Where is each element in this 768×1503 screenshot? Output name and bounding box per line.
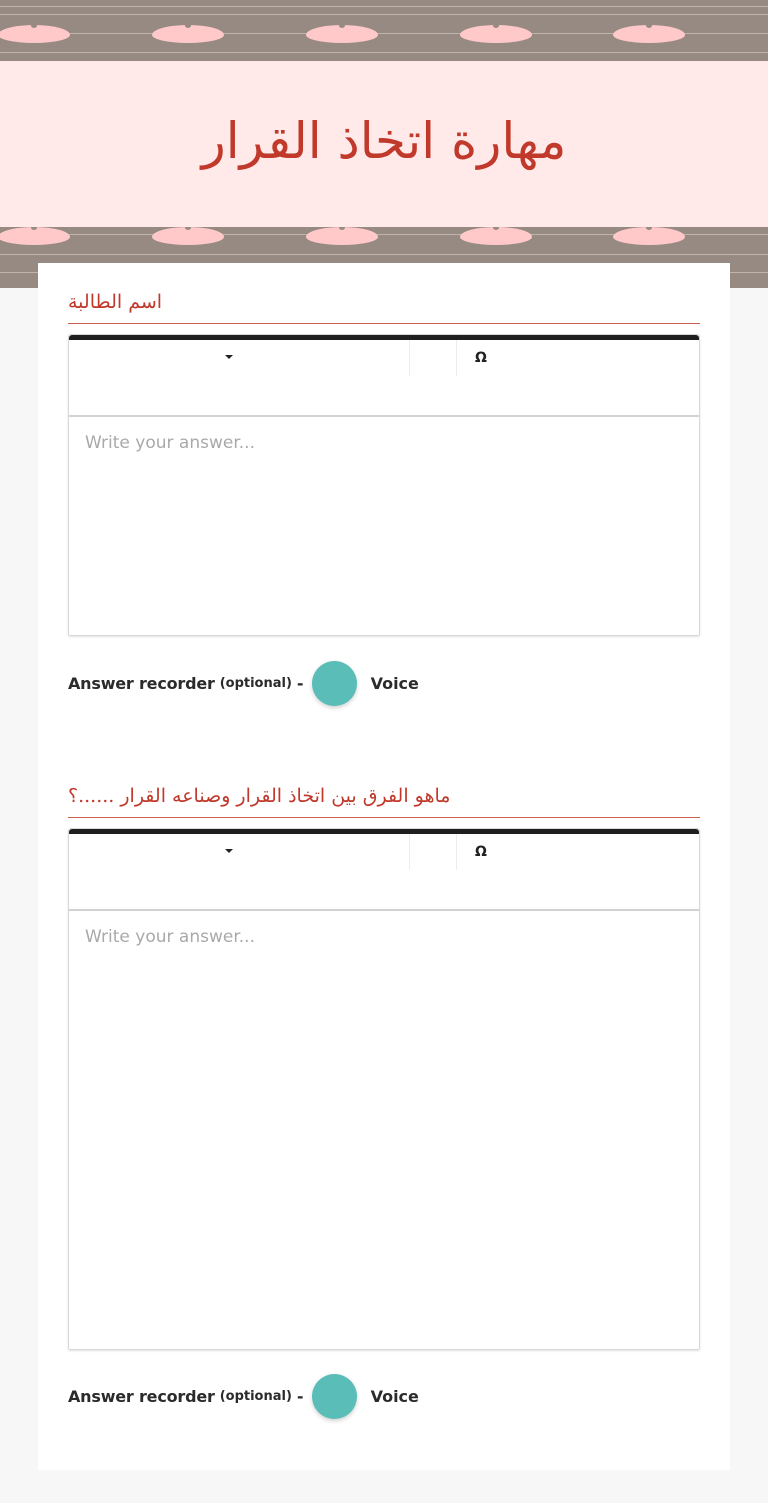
voice-label: Voice [370,1386,419,1406]
caret-down-icon [225,849,233,853]
answer-recorder [68,660,419,706]
question-divider [68,817,700,818]
caret-down-icon [225,355,233,359]
heart-decoration [613,25,685,43]
form-card [38,263,730,1470]
page-title: مهارة اتخاذ القرار [201,112,567,170]
heart-decoration [0,25,70,43]
question-1 [68,285,700,636]
question-label: ماهو الفرق بين اتخاذ القرار وصناعه القرار ......؟ [68,785,451,807]
recorder-label: Answer recorder [68,673,215,693]
heart-decoration [152,25,224,43]
heart-decoration [460,25,532,43]
recorder-label: Answer recorder [68,1386,215,1406]
voice-label: Voice [370,673,419,693]
answer-editor [68,828,700,1350]
recorder-optional-label: (optional) [219,1388,292,1404]
answer-recorder [68,1373,419,1419]
format-dropdown[interactable] [69,340,409,376]
heart-decoration [306,25,378,43]
question-2 [68,779,700,1350]
special-character-icon[interactable]: Ω [475,350,487,366]
answer-input[interactable] [69,911,699,1349]
recorder-dash: - [296,1386,304,1406]
header-banner [0,0,768,288]
format-dropdown[interactable] [69,834,409,870]
heart-decoration [306,227,378,245]
title-band [0,61,768,227]
editor-toolbar [69,829,699,911]
record-button[interactable] [312,661,357,706]
record-button[interactable] [312,1374,357,1419]
toolbar-divider [456,340,457,376]
toolbar-divider [456,834,457,870]
heart-decoration [613,227,685,245]
question-divider [68,323,700,324]
question-label: اسم الطالبة [68,291,163,313]
toolbar-divider [409,340,410,376]
heart-decoration [152,227,224,245]
answer-input[interactable] [69,417,699,635]
special-character-icon[interactable]: Ω [475,844,487,860]
heart-decoration [460,227,532,245]
toolbar-divider [409,834,410,870]
editor-toolbar [69,335,699,417]
recorder-dash: - [296,673,304,693]
recorder-optional-label: (optional) [219,675,292,691]
answer-editor [68,334,700,636]
heart-decoration [0,227,70,245]
